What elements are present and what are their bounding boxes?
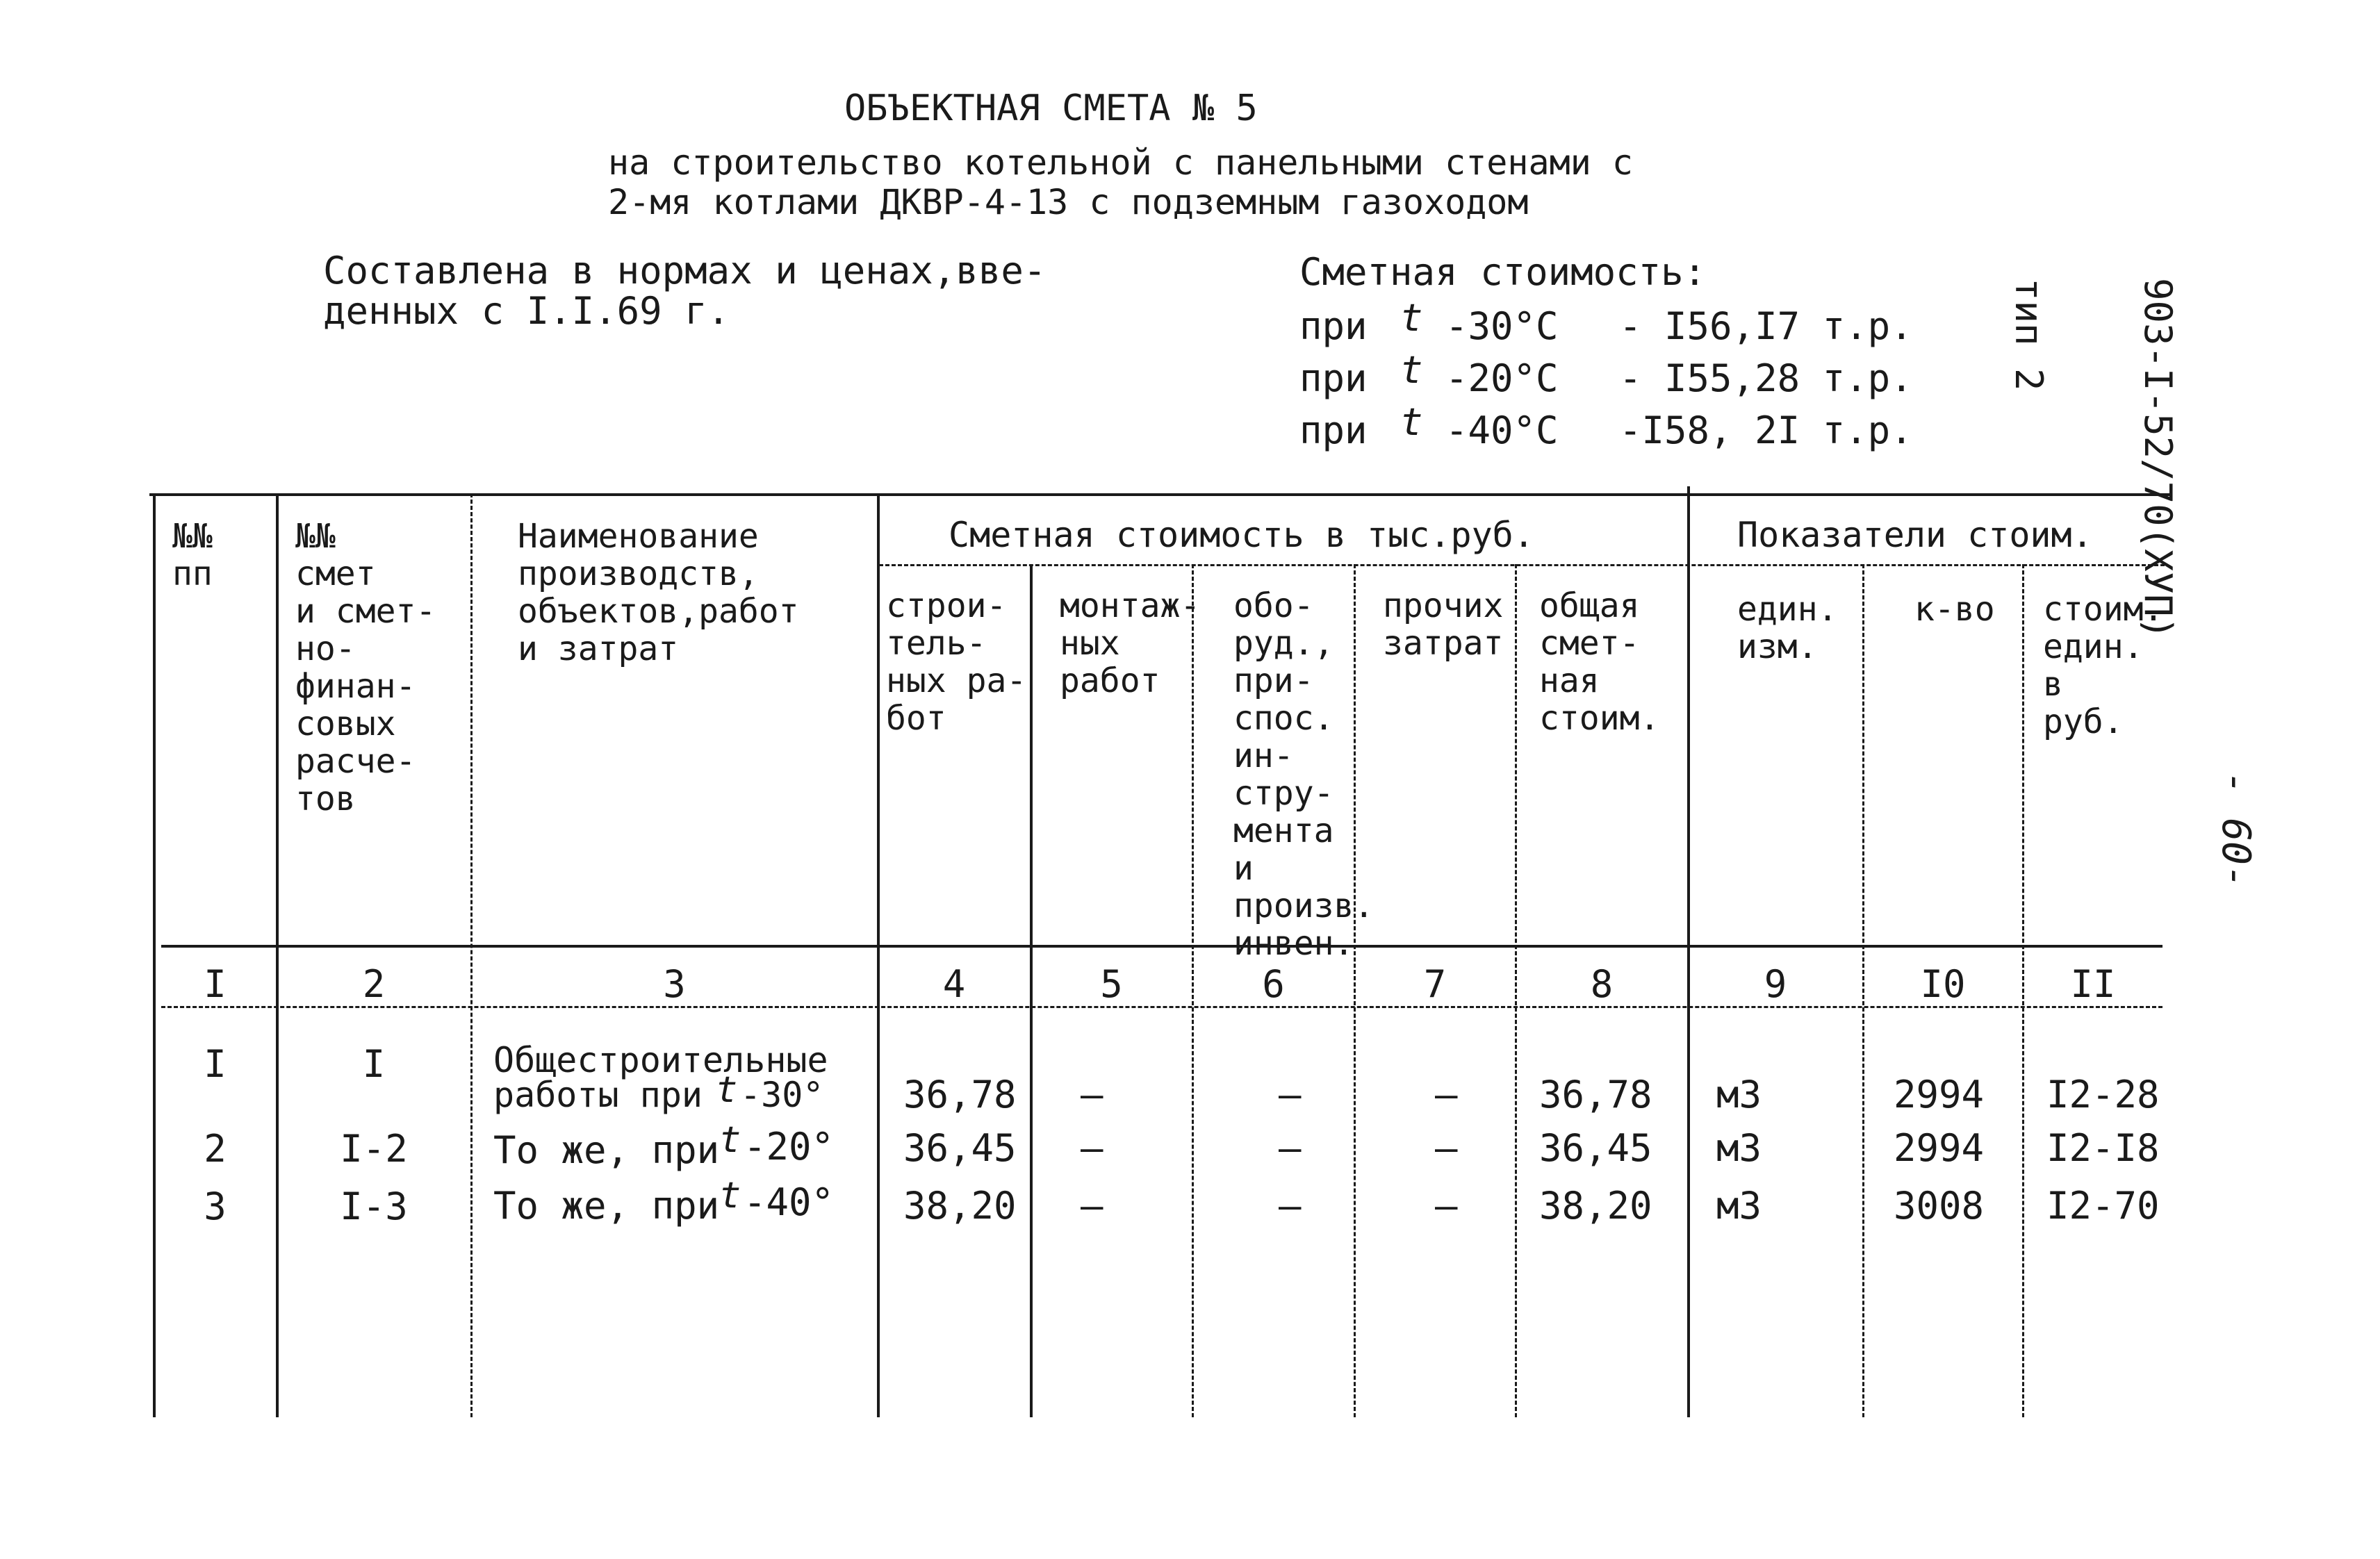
table-top-line-right <box>1689 493 2168 495</box>
column-number: 9 <box>1764 962 1787 1006</box>
unit: м3 <box>1716 1184 1762 1228</box>
unit: м3 <box>1716 1126 1762 1170</box>
document-code <box>1964 278 2265 639</box>
cost-line-prefix: при <box>1299 356 1368 400</box>
quantity: 2994 <box>1894 1073 1985 1116</box>
estimate-number: I-2 <box>340 1127 408 1171</box>
cost-line-temp: -40°С <box>1445 409 1559 452</box>
subtitle-line-2: 2-мя котлами ДКВР-4-13 с подземным газоходом <box>608 182 1529 222</box>
construction-cost: 36,45 <box>903 1126 1017 1170</box>
col-border-2 <box>470 493 473 1417</box>
page-number: - 60- <box>2213 771 2258 889</box>
document-code-line-2: тип 2 <box>2007 278 2051 391</box>
column-header-quantity: к-во <box>1914 590 1995 629</box>
cost-line-value: -I58, 2I т.р. <box>1619 409 1913 452</box>
column-number: I0 <box>1920 962 1966 1006</box>
row-name-line-1: Общестроительные <box>493 1040 828 1080</box>
cost-line-temp: -30°С <box>1445 304 1559 348</box>
column-header-unit: един. изм. <box>1737 590 1838 666</box>
subtitle-line-1: на строительство котельной с панельными стенами с <box>608 142 1634 183</box>
column-header-name: Наименование производств, объектов,работ и затрат <box>518 517 799 668</box>
total-cost: 38,20 <box>1539 1184 1652 1228</box>
unit-cost: I2-70 <box>2046 1184 2160 1228</box>
document-code-line-1: 903-I-52/70(XУП) <box>2136 278 2180 640</box>
temp-symbol: t <box>716 1069 738 1111</box>
cost-line-value: - I55,28 т.р. <box>1619 356 1913 400</box>
unit: м3 <box>1716 1073 1762 1116</box>
column-header-row-number: №№ пп <box>172 517 213 593</box>
column-header-other: прочих затрат <box>1383 586 1504 663</box>
column-header-unit-cost: стоим. един. в руб. <box>2043 590 2164 741</box>
row-name-line-2: работы при <box>493 1075 703 1115</box>
temp-symbol: t <box>1400 348 1423 392</box>
cost-line-temp: -20°С <box>1445 356 1559 400</box>
column-number: 8 <box>1590 962 1614 1006</box>
temp-symbol: t <box>719 1119 741 1161</box>
row-temperature: -20° <box>744 1125 835 1169</box>
construction-cost: 36,78 <box>903 1073 1017 1116</box>
column-header-equipment: обо- руд., при- спос. ин- стру- мента и произв. инвен. <box>1233 586 1374 963</box>
other-cost: – <box>1435 1184 1458 1228</box>
column-number: II <box>2070 962 2116 1006</box>
equipment-cost: – <box>1279 1184 1302 1228</box>
temp-symbol: t <box>1400 296 1423 340</box>
quantity: 2994 <box>1894 1126 1985 1170</box>
cost-line-prefix: при <box>1299 409 1368 452</box>
row-number: I <box>204 1042 227 1086</box>
column-number: 3 <box>663 962 686 1006</box>
estimate-number: I <box>362 1042 386 1086</box>
col-border-1 <box>276 493 279 1417</box>
column-header-construction: строи- тель- ных ра- бот <box>886 586 1027 738</box>
row-name: То же, при <box>493 1184 720 1228</box>
col-border-8 <box>1687 486 1690 1417</box>
unit-cost: I2-28 <box>2046 1073 2160 1116</box>
installation-cost: – <box>1081 1073 1103 1116</box>
other-cost: – <box>1435 1073 1458 1116</box>
temp-symbol: t <box>719 1175 741 1216</box>
col-border-0 <box>153 493 156 1417</box>
column-number: 7 <box>1423 962 1447 1006</box>
temp-symbol: t <box>1400 400 1423 444</box>
cost-line-value: - I56,I7 т.р. <box>1619 304 1913 348</box>
row-temperature: -40° <box>744 1180 835 1224</box>
column-number: 2 <box>362 962 386 1006</box>
norms-line-1: Составлена в нормах и ценах,вве- <box>323 249 1047 292</box>
total-cost: 36,78 <box>1539 1073 1652 1116</box>
row-temperature: -30° <box>740 1075 824 1115</box>
estimate-number: I-3 <box>340 1185 408 1228</box>
norms-line-2: денных с I.I.69 г. <box>323 289 730 333</box>
equipment-cost: – <box>1279 1126 1302 1170</box>
total-cost: 36,45 <box>1539 1126 1652 1170</box>
col-border-3 <box>877 493 880 1417</box>
group-divider-line <box>879 564 2165 566</box>
quantity: 3008 <box>1894 1184 1985 1228</box>
column-number: I <box>204 962 227 1006</box>
column-header-estimate-number: №№ смет и смет- но- финан- совых расче- тов <box>295 517 436 818</box>
document-title: ОБЪЕКТНАЯ СМЕТА № 5 <box>844 88 1258 129</box>
group-header-cost: Сметная стоимость в тыс.руб. <box>949 515 1534 555</box>
construction-cost: 38,20 <box>903 1184 1017 1228</box>
installation-cost: – <box>1081 1126 1103 1170</box>
column-header-installation: монтаж- ных работ <box>1060 586 1201 700</box>
row-name: То же, при <box>493 1128 720 1172</box>
cost-line-prefix: при <box>1299 304 1368 348</box>
installation-cost: – <box>1081 1184 1103 1228</box>
column-number: 5 <box>1100 962 1123 1006</box>
other-cost: – <box>1435 1126 1458 1170</box>
column-number: 6 <box>1262 962 1285 1006</box>
cost-label: Сметная стоимость: <box>1299 250 1707 294</box>
equipment-cost: – <box>1279 1073 1302 1116</box>
unit-cost: I2-I8 <box>2046 1126 2160 1170</box>
group-header-indicators: Показатели стоим. <box>1737 515 2093 555</box>
column-number: 4 <box>942 962 966 1006</box>
row-number: 2 <box>204 1127 227 1171</box>
column-header-total: общая смет- ная стоим. <box>1539 586 1660 738</box>
row-number: 3 <box>204 1185 227 1228</box>
